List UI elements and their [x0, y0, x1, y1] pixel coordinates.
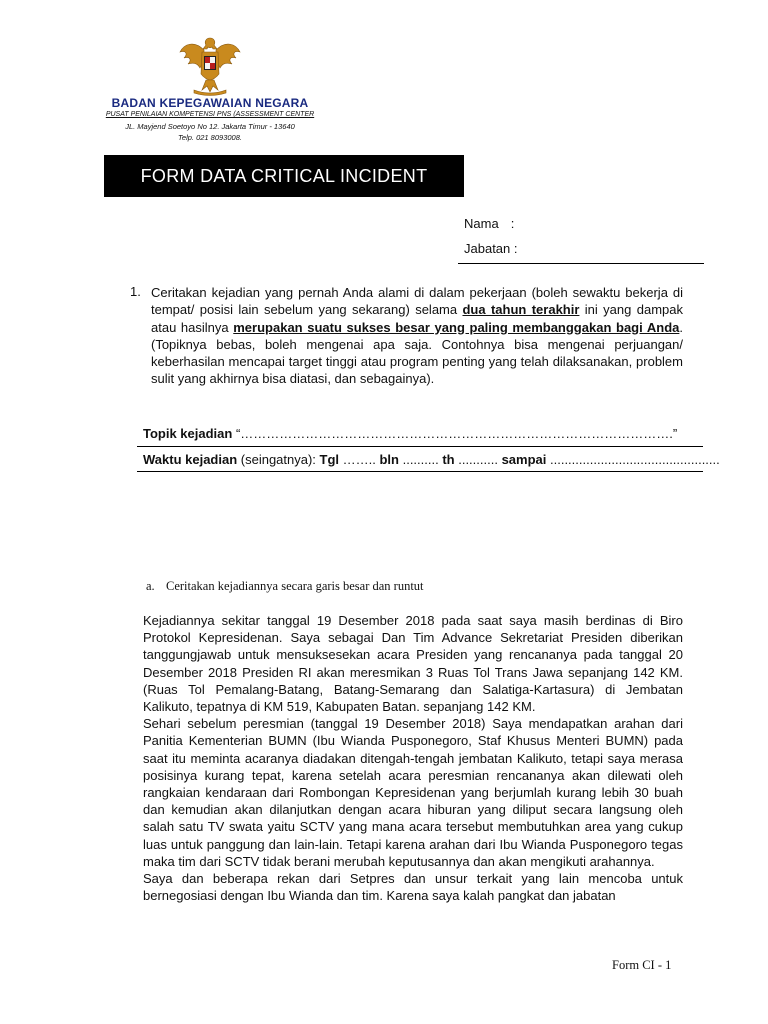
narrative-answer — [143, 612, 683, 904]
time-tgl-dots: …….. — [339, 452, 380, 467]
garuda-emblem-icon — [176, 30, 244, 98]
narrative-paragraph: Saya dan beberapa rekan dari Setpres dan unsur terkait yang lain mencoba untuk bernegosiasi dengan Ibu Wianda dan tim. Karena saya kalah pangkat dan jabatan — [143, 871, 683, 904]
time-bln: bln — [379, 452, 399, 467]
question-text-part: Ceritakan kejadian yang pernah Anda alami di dalam pekerjaan (boleh sewaktu bekerja di tempat/ posisi lain sebelum yang sekarang) selama — [151, 285, 683, 318]
time-hint: (seingatnya): — [237, 452, 320, 467]
name-colon: : — [510, 216, 515, 231]
time-tgl: Tgl — [319, 452, 340, 467]
question-text — [151, 284, 683, 388]
time-th: th — [442, 452, 455, 467]
time-bln-dots: .......... — [398, 452, 443, 467]
form-title-text: FORM DATA CRITICAL INCIDENT — [140, 165, 428, 186]
time-sampai-dots: ............................................... — [546, 452, 720, 467]
form-title — [104, 155, 464, 197]
divider — [137, 446, 703, 447]
field-underline — [458, 263, 704, 264]
position-field — [464, 241, 518, 256]
time-th-dots: ........... — [454, 452, 502, 467]
name-field — [464, 216, 514, 231]
narrative-paragraph: Kejadiannya sekitar tanggal 19 Desember 2018 pada saat saya masih berdinas di Biro Protokol Kepresidenan. Saya sebagai Dan Tim Advance Sekretariat Presiden diberikan tanggungjawab untuk mensuksesekan acara Presiden yang rencananya pada tanggal 20 Desember 2018 Presiden RI akan meresmikan 3 Ruas Tol Trans Jawa sepanjang 142 KM. (Ruas Tol Pemalang-Batang, Batang-Semarang dan Salatiga-Kartasura) di Jembatan Kalikuto, tepatnya di KM 519, Kabupaten Batan. sepanjang 142 KM. — [143, 613, 683, 715]
name-label: Nama — [464, 216, 499, 231]
page-footer: Form CI - 1 — [612, 958, 672, 972]
question-number: 1. — [130, 284, 141, 299]
topic-value: “……………………………………………………………………………………….” — [232, 426, 678, 441]
position-label: Jabatan : — [464, 241, 518, 256]
question-emphasis: dua tahun terakhir — [462, 302, 580, 318]
org-subtitle: PUSAT PENILAIAN KOMPETENSI PNS (ASSESSMENT CENTER — [105, 111, 315, 118]
topic-label: Topik kejadian — [143, 426, 233, 441]
org-name: BADAN KEPEGAWAIAN NEGARA — [111, 96, 309, 110]
sub-question-a — [146, 579, 424, 594]
sub-question-label: a. — [146, 579, 155, 593]
topic-row — [143, 426, 703, 441]
org-address: JL. Mayjend Soetoyo No 12. Jakarta Timur - 13640 — [125, 122, 295, 131]
narrative-paragraph: Sehari sebelum peresmian (tanggal 19 Desember 2018) Saya mendapatkan arahan dari Panitia Kementerian BUMN (Ibu Wianda Pusponegoro, Staf Khusus Menteri BUMN) pada saat itu meminta acaranya diadakan ditengah-tengah jembatan Kalikuto, tetapi saya merasa posisinya kurang tepat, karena setelah acara peresmian rencananya akan dilewati oleh rangkaian kendaraan dari Rombongan Kepresidenan yang berjumlah kurang lebih 30 buah dan kemudian akan dilanjutkan dengan acara hiburan yang diliput secara langsung oleh salah satu TV swata yaitu SCTV yang mana acara tersebut membutuhkan area yang cukup luas untuk panggung dan lain-lain. Tetapi karena arahan dari Ibu Wianda Pusponegoro tegas maka tim dari SCTV tidak berani merubah keputusannya dan akan mengikuti arahannya. — [143, 716, 683, 869]
question-text-part: . (Topiknya bebas, boleh mengenai apa saja. Contohnya bisa mengenai perjuangan/ keberhasilan mencapai target tinggi atau program penting yang telah dilaksanakan, problem sulit yang akhirnya bisa diatasi, dan sebagainya). — [151, 319, 683, 387]
time-label: Waktu kejadian — [143, 452, 238, 467]
divider — [137, 471, 703, 472]
time-row — [143, 452, 768, 467]
question-emphasis: merupakan suatu sukses besar yang paling membanggakan bagi Anda — [233, 319, 680, 335]
question-text-part: ini yang dampak atau hasilnya — [151, 302, 683, 335]
sub-question-text: Ceritakan kejadiannya secara garis besar dan runtut — [166, 579, 424, 593]
time-sampai: sampai — [501, 452, 547, 467]
org-phone: Telp. 021 8093008. — [178, 133, 242, 142]
